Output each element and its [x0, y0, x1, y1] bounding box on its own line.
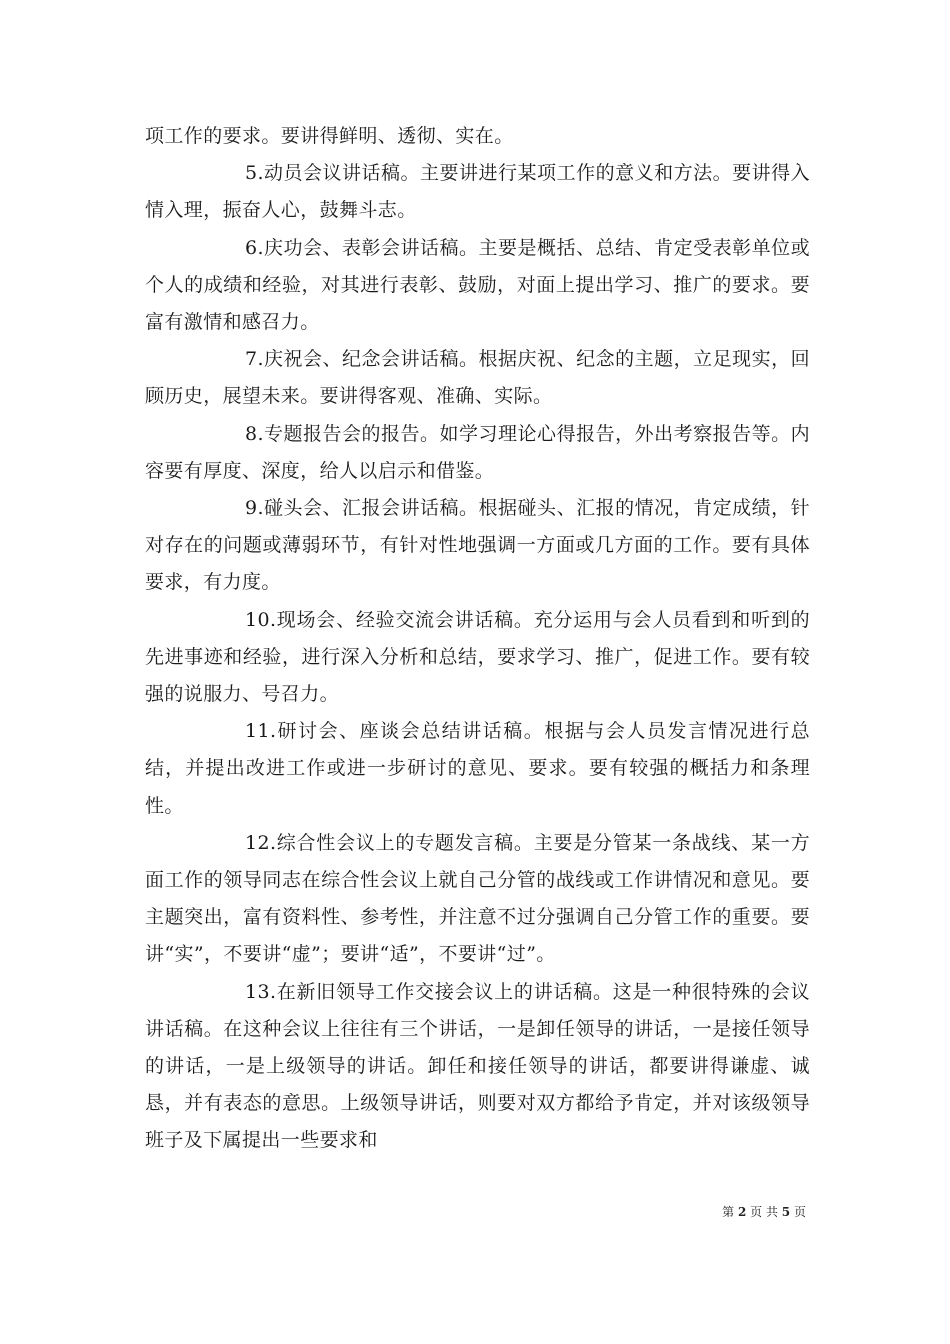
paragraph-item-11: 11.研讨会、座谈会总结讲话稿。根据与会人员发言情况进行总结，并提出改进工作或进一步研讨的意见、要求。要有较强的概括力和条理性。 — [145, 720, 810, 817]
footer-suffix: 页 — [793, 1205, 806, 1219]
paragraph-item-8: 8.专题报告会的报告。如学习理论心得报告，外出考察报告等。内容要有厚度、深度，给人以启示和借鉴。 — [145, 422, 810, 482]
paragraph-item-10: 10.现场会、经验交流会讲话稿。充分运用与会人员看到和听到的先进事迹和经验，进行深入分析和总结，要求学习、推广，促进工作。要有较强的说服力、号召力。 — [145, 608, 810, 706]
paragraph-item-7: 7.庆祝会、纪念会讲话稿。根据庆祝、纪念的主题，立足现实，回顾历史，展望未来。要讲得客观、准确、实际。 — [145, 348, 810, 408]
paragraph-item-12: 12.综合性会议上的专题发言稿。主要是分管某一条战线、某一方面工作的领导同志在综合性会议上就自己分管的战线或工作讲情况和意见。要主题突出，富有资料性、参考性，并注意不过分强调自己分管工作的重要。要讲“实”，不要讲“虚”；要讲“适”，不要讲“过”。 — [145, 831, 810, 966]
footer-middle: 页 共 — [750, 1205, 778, 1219]
paragraph-item-13: 13.在新旧领导工作交接会议上的讲话稿。这是一种很特殊的会议讲话稿。在这种会议上往往有三个讲话，一是卸任领导的讲话，一是接任领导的讲话，一是上级领导的讲话。卸任和接任领导的讲话，都要讲得谦虚、诚恳，并有表态的意思。上级领导讲话，则要对双方都给予肯定，并对该级领导班子及下属提出一些要求和 — [145, 980, 810, 1152]
page-footer — [0, 1203, 806, 1220]
paragraph-item-5: 5.动员会议讲话稿。主要讲进行某项工作的意义和方法。要讲得入情入理，振奋人心，鼓舞斗志。 — [145, 162, 810, 222]
paragraph-item-6: 6.庆功会、表彰会讲话稿。主要是概括、总结、肯定受表彰单位或个人的成绩和经验，对其进行表彰、鼓励，对面上提出学习、推广的要求。要富有激情和感召力。 — [145, 236, 810, 334]
footer-current-page: 2 — [737, 1205, 747, 1219]
document-body — [145, 118, 810, 1160]
paragraph-0: 项工作的要求。要讲得鲜明、透彻、实在。 — [145, 125, 514, 147]
footer-prefix: 第 — [722, 1205, 735, 1219]
paragraph-item-9: 9.碰头会、汇报会讲话稿。根据碰头、汇报的情况，肯定成绩，针对存在的问题或薄弱环节，有针对性地强调一方面或几方面的工作。要有具体要求，有力度。 — [145, 497, 810, 594]
footer-total-pages: 5 — [781, 1205, 791, 1219]
